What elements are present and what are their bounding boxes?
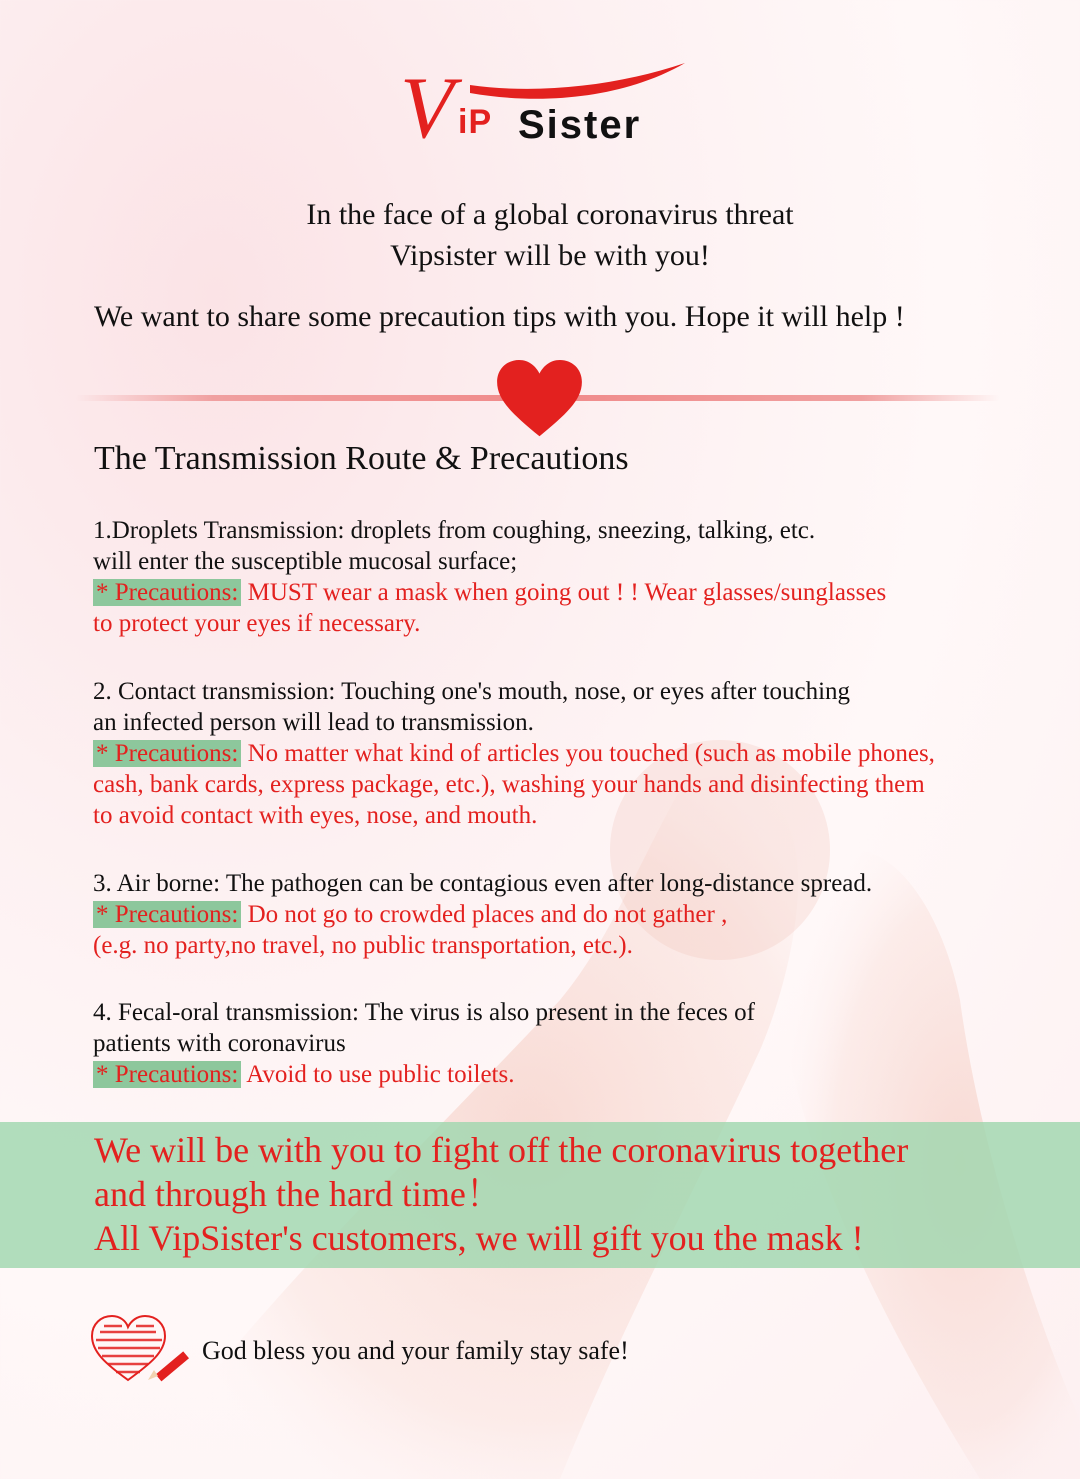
transmission-item-3 (93, 868, 872, 961)
intro-line-1: In the face of a global coronavirus threat (306, 198, 794, 231)
item-term: 4. Fecal-oral transmission (93, 999, 352, 1026)
item-term: 3. Air borne (93, 870, 214, 897)
vipsister-logo (400, 55, 690, 165)
item-term: 1.Droplets Transmission (93, 517, 338, 544)
scribble-heart-icon (88, 1310, 198, 1390)
precaution-text: Do not go to crowded places and do not gather , (241, 901, 728, 928)
precautions-tag: * Precautions: (93, 1061, 241, 1088)
precautions-tag: * Precautions: (93, 901, 241, 928)
precaution-text-2: (e.g. no party,no travel, no public transportation, etc.). (93, 932, 633, 959)
precaution-text-3: to avoid contact with eyes, nose, and mouth. (93, 802, 538, 829)
logo-v: V (400, 60, 454, 157)
item-term: 2. Contact transmission (93, 678, 329, 705)
heart-icon (497, 360, 582, 438)
band-line-1: We will be with you to fight off the coronavirus together (94, 1130, 909, 1170)
precaution-text-2: to protect your eyes if necessary. (93, 610, 421, 637)
logo-sister: Sister (518, 103, 642, 147)
precaution-text: MUST wear a mask when going out ! ! Wear glasses/sunglasses (241, 579, 887, 606)
band-message (94, 1128, 908, 1260)
precautions-tag: * Precautions: (93, 740, 241, 767)
item-desc: : The pathogen can be contagious even after long-distance spread. (213, 870, 873, 897)
item-desc-2: patients with coronavirus (93, 1030, 346, 1057)
intro-line-2: Vipsister will be with you! (390, 239, 710, 272)
share-tips-text: We want to share some precaution tips with you. Hope it will help ! (94, 300, 905, 333)
transmission-item-1 (93, 515, 886, 639)
precaution-text: Avoid to use public toilets. (241, 1061, 515, 1088)
band-line-3: All VipSister's customers, we will gift you the mask ! (94, 1218, 864, 1258)
pencil-icon (148, 1351, 189, 1381)
item-desc: : The virus is also present in the feces of (351, 999, 755, 1026)
transmission-item-4 (93, 997, 755, 1090)
item-desc: : Touching one's mouth, nose, or eyes after touching (328, 678, 851, 705)
blessing-text: God bless you and your family stay safe! (202, 1336, 629, 1365)
logo-ip: iP (458, 103, 493, 141)
precaution-text-2: cash, bank cards, express package, etc.), washing your hands and disinfecting them (93, 771, 925, 798)
section-title: The Transmission Route & Precautions (94, 440, 629, 477)
precautions-tag: * Precautions: (93, 579, 241, 606)
precaution-text: No matter what kind of articles you touched (such as mobile phones, (241, 740, 935, 767)
transmission-item-2 (93, 676, 935, 831)
intro-heading (10, 194, 1080, 276)
item-desc-2: will enter the susceptible mucosal surface; (93, 548, 518, 575)
band-line-2: and through the hard time！ (94, 1174, 502, 1214)
item-desc: : droplets from coughing, sneezing, talking, etc. (337, 517, 816, 544)
item-desc-2: an infected person will lead to transmission. (93, 709, 534, 736)
